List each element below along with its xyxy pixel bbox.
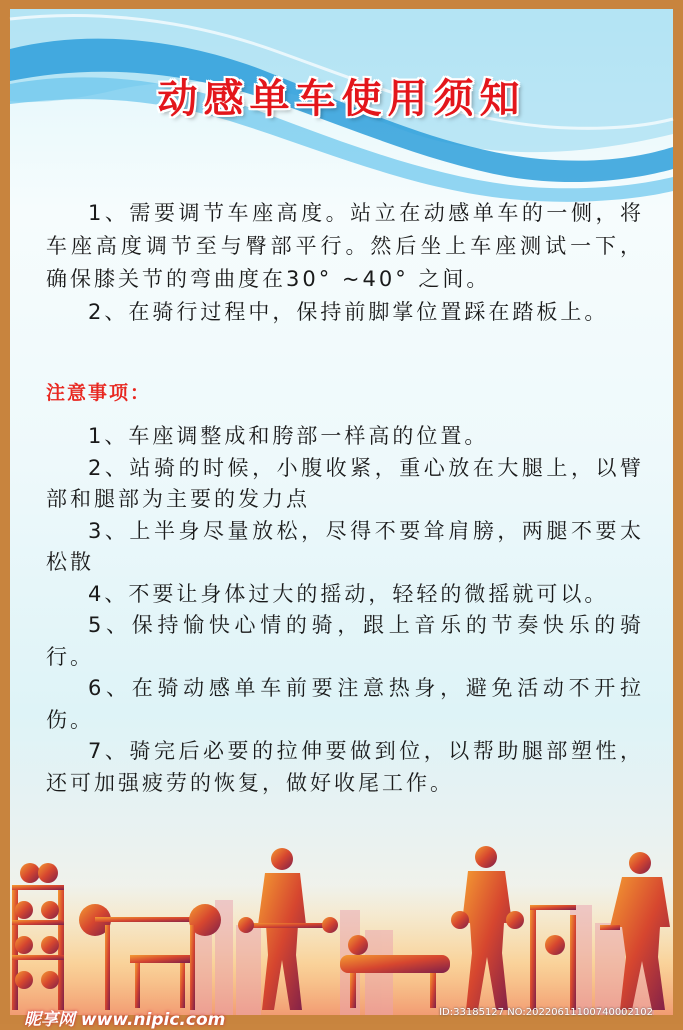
note-item: 7、骑完后必要的拉伸要做到位，以帮助腿部塑性，还可加强疲劳的恢复，做好收尾工作。 [46, 739, 644, 795]
note-item: 1、车座调整成和胯部一样高的位置。 [88, 424, 489, 448]
note-item: 6、在骑动感单车前要注意热身，避免活动不开拉伤。 [46, 676, 644, 732]
note-item: 3、上半身尽量放松，尽得不要耸肩膀，两腿不要太松散 [46, 518, 644, 574]
note-item: 4、不要让身体过大的摇动，轻轻的微摇就可以。 [88, 581, 609, 606]
notes-list [46, 421, 644, 799]
page-title: 动感单车使用须知 [157, 76, 526, 122]
intro-text [46, 197, 644, 329]
watermark-logo: 昵享网 www.nipic.com [24, 1010, 226, 1030]
note-item: 5、保持愉快心情的骑，跟上音乐的节奏快乐的骑行。 [46, 613, 644, 669]
watermark-id: ID:33185127 NO:20220611100740002102 [439, 1007, 653, 1018]
poster [10, 9, 673, 1030]
intro-paragraph: 2、在骑行过程中，保持前脚掌位置踩在踏板上。 [88, 300, 609, 324]
gym-silhouette-scene [10, 845, 673, 1015]
notes-heading: 注意事项： [46, 382, 152, 404]
intro-paragraph: 1、需要调节车座高度。站立在动感单车的一侧，将车座高度调节至与臀部平行。然后坐上车座测试一下，确保膝关节的弯曲度在30° ~40° 之间。 [46, 201, 644, 291]
note-item: 2、站骑的时候，小腹收紧，重心放在大腿上，以臂部和腿部为主要的发力点 [46, 455, 644, 511]
